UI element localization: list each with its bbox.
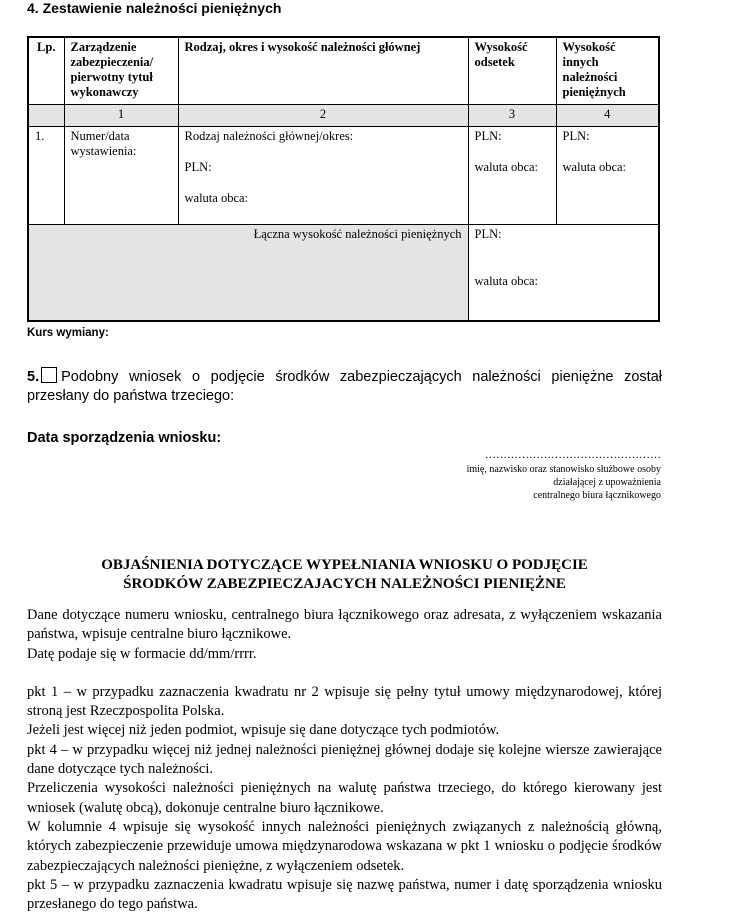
interest-foreign-label: waluta obca: <box>474 160 539 174</box>
total-values <box>468 225 659 321</box>
explanation-paragraph: Datę podaje się w formacie dd/mm/rrrr. <box>27 645 257 662</box>
section-5-checkbox[interactable] <box>41 367 57 383</box>
explanation-paragraph: Jeżeli jest więcej niż jeden podmiot, wpisuje się dane dotyczące tych podmiotów. <box>27 722 500 739</box>
column-number: 2 <box>178 105 468 127</box>
explanation-paragraph: pkt 1 – w przypadku zaznaczenia kwadratu nr 2 wpisuje się pełny tytuł umowy międzynarodowej, której stroną jest Rzeczpospolita Polska. <box>27 683 662 720</box>
header-other-receivables: Wysokość innych należności pieniężnych <box>556 37 659 105</box>
total-pln-label: PLN: <box>474 227 502 241</box>
signature-caption-line: działającej z upoważnienia <box>553 477 661 488</box>
section-5-text: Podobny wniosek o podjęcie środków zabezpieczających należności pieniężne został przesłany do państwa trzeciego: <box>27 369 662 404</box>
signature-caption-line: centralnego biura łącznikowego <box>533 490 661 501</box>
interest-pln-label: PLN: <box>474 129 502 143</box>
column-number: 3 <box>468 105 556 127</box>
explanation-paragraph: Przeliczenia wysokości należności pieniężnych na walutę państwa trzeciego, do którego kierowany jest wniosek (walutę obcą), dokonuje centralne biuro łącznikowe. <box>27 780 662 816</box>
header-interest: Wysokość odsetek <box>468 37 556 105</box>
section-5-number: 5. <box>27 369 40 385</box>
section-4-title: 4. Zestawienie należności pieniężnych <box>27 0 282 16</box>
date-label: Data sporządzenia wniosku: <box>27 430 222 446</box>
row-interest <box>468 127 556 225</box>
signature-dots: ………………………………………… <box>485 449 661 461</box>
other-foreign-label: waluta obca: <box>562 160 627 174</box>
row-other <box>556 127 659 225</box>
explanations-body <box>27 606 662 914</box>
main-receivable-type-label: Rodzaj należności głównej/okres: <box>184 129 354 143</box>
exchange-rate-label: Kurs wymiany: <box>27 327 109 339</box>
header-main-receivable: Rodzaj, okres i wysokość należności głównej <box>178 37 468 105</box>
explanation-paragraph: Dane dotyczące numeru wniosku, centralnego biura łącznikowego oraz adresata, z wyłączeniem wskazania państwa, wpisuje centralne biuro łącznikowe. <box>27 607 662 643</box>
other-pln-label: PLN: <box>562 129 590 143</box>
section-5 <box>27 367 662 406</box>
explanation-paragraph: pkt 4 – w przypadku więcej niż jednej należności pieniężnej głównej dodaje się kolejne wiersze zawierające dane dotyczące tych należności. <box>27 741 662 778</box>
explanation-paragraph: W kolumnie 4 wpisuje się wysokość innych należności pieniężnych związanych z należnością główną, których zabezpieczenie przewiduje umowa międzynarodowa wskazana w pkt 1 wniosku o podjęcie środków zabezpieczających należności pieniężne, z wyłączeniem odsetek. <box>27 818 662 874</box>
header-lp: Lp. <box>28 37 64 105</box>
column-number: 1 <box>64 105 178 127</box>
explanations-heading <box>27 556 662 594</box>
main-receivable-foreign-label: waluta obca: <box>184 191 249 205</box>
row-main-receivable <box>178 127 468 225</box>
receivables-table <box>27 36 660 322</box>
total-row <box>28 225 659 321</box>
explanations-heading-line: ŚRODKÓW ZABEZPIECZAJACYCH NALEŻNOŚCI PIENIĘŻNE <box>123 576 566 592</box>
column-number: 4 <box>556 105 659 127</box>
column-numbers-row <box>28 105 659 127</box>
total-foreign-label: waluta obca: <box>474 274 539 288</box>
explanations-heading-line: OBJAŚNIENIA DOTYCZĄCE WYPEŁNIANIA WNIOSKU O PODJĘCIE <box>101 557 588 573</box>
signature-caption-line: imię, nazwisko oraz stanowisko służbowe osoby <box>466 464 661 475</box>
row-number-date: Numer/data wystawienia: <box>64 127 178 225</box>
main-receivable-pln-label: PLN: <box>184 160 212 174</box>
signature-caption <box>467 463 661 502</box>
header-security-order: Zarządzenie zabezpieczenia/ pierwotny tytuł wykonawczy <box>64 37 178 105</box>
row-lp: 1. <box>28 127 64 225</box>
table-row <box>28 127 659 225</box>
table-header-row <box>28 37 659 105</box>
explanation-paragraph: pkt 5 – w przypadku zaznaczenia kwadratu wpisuje się nazwę państwa, numer i datę sporządzenia wniosku przesłanego do tego państwa. <box>27 876 662 913</box>
column-number-blank <box>28 105 64 127</box>
total-label: Łączna wysokość należności pieniężnych <box>28 225 468 321</box>
